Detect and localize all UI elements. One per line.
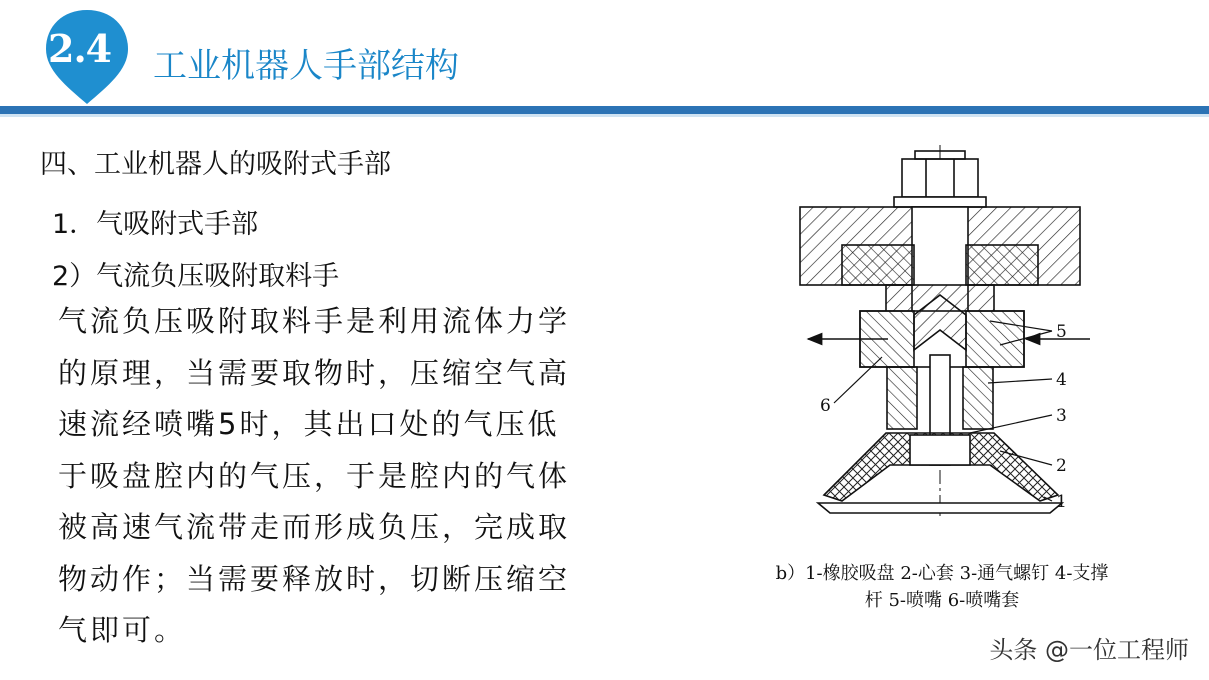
- suction-gripper-drawing: [790, 145, 1090, 525]
- paragraph-line: 气即可。: [58, 613, 187, 647]
- caption-line: b）1-橡胶吸盘 2-心套 3-通气螺钉 4-支撑: [775, 563, 1109, 584]
- heading-main: 四、工业机器人的吸附式手部: [40, 149, 391, 180]
- paragraph-line: 的原理，当需要取物时，压缩空气高: [58, 355, 571, 390]
- paragraph-line: 速流经喷嘴5时，其出口处的气压低: [58, 407, 560, 441]
- figure-caption: [712, 560, 1172, 614]
- header-divider-shadow: [0, 114, 1209, 117]
- page-title: 工业机器人手部结构: [153, 46, 459, 86]
- watermark-text: 头条 @一位工程师: [989, 636, 1189, 664]
- part-label-5: 5: [1056, 322, 1067, 342]
- body-paragraph: [58, 296, 618, 657]
- paragraph-line: 物动作；当需要释放时，切断压缩空: [58, 561, 571, 596]
- part-label-6: 6: [820, 396, 831, 416]
- section-number: 2.4: [48, 26, 112, 71]
- part-label-2: 2: [1056, 456, 1067, 476]
- part-label-3: 3: [1056, 406, 1067, 426]
- paragraph-line: 气流负压吸附取料手是利用流体力学: [58, 304, 571, 338]
- heading-sub1: 1．气吸附式手部: [52, 209, 259, 240]
- header-divider: [0, 106, 1209, 114]
- paragraph-line: 于吸盘腔内的气压，于是腔内的气体: [58, 458, 571, 493]
- part-label-4: 4: [1056, 370, 1067, 390]
- heading-sub2: 2）气流负压吸附取料手: [52, 261, 340, 292]
- part-label-1: 1: [1056, 492, 1067, 512]
- paragraph-line: 被高速气流带走而形成负压，完成取: [58, 510, 571, 544]
- caption-line: 杆 5-喷嘴 6-喷嘴套: [864, 590, 1020, 611]
